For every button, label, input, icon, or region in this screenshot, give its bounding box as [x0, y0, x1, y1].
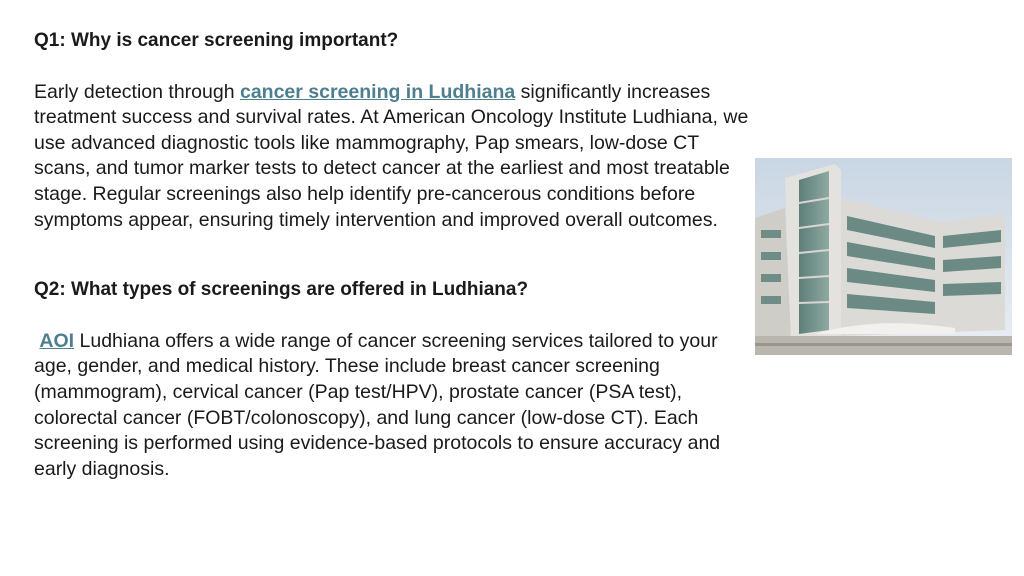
- aoi-link[interactable]: AOI: [39, 329, 75, 352]
- answer-1: [34, 80, 750, 234]
- faq-content: [34, 28, 750, 482]
- question-1: Q1: Why is cancer screening important?: [34, 30, 399, 51]
- answer-1-lead: Early detection through: [34, 80, 240, 103]
- question-2: Q2: What types of screenings are offered in Ludhiana?: [34, 279, 529, 301]
- answer-2: [34, 329, 750, 483]
- answer-2-body: Ludhiana offers a wide range of cancer screening services tailored to your age, gender, and medical history. These include breast cancer screening (mammogram), cervical cancer (Pap test/HPV), prostate cancer (PSA test), colorectal cancer (FOBT/colonoscopy), and lung cancer (low-dose CT). Each screening is performed using evidence-based protocols to ensure accuracy and early diagnosis.: [34, 329, 721, 480]
- answer-1-body: significantly increases treatment success and survival rates. At American Oncology Institute Ludhiana, we use advanced diagnostic tools like mammography, Pap smears, low-dose CT scans, and tumor marker tests to detect cancer at the earliest and most treatable stage. Regular screenings also help identify pre-cancerous conditions before symptoms appear, ensuring timely intervention and improved overall outcomes.: [34, 80, 749, 231]
- hospital-building-photo: [755, 158, 1012, 355]
- cancer-screening-link[interactable]: cancer screening in Ludhiana: [239, 80, 516, 103]
